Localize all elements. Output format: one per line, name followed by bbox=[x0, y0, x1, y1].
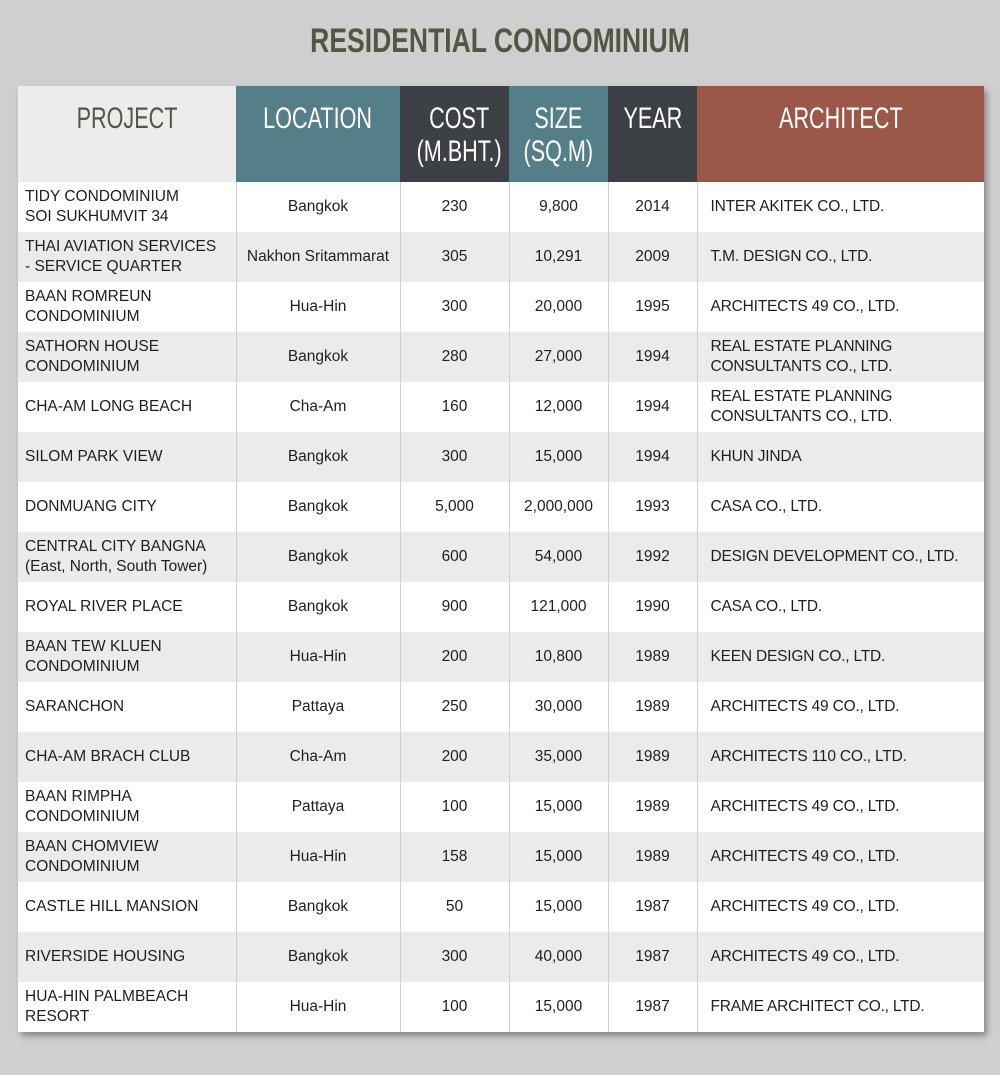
page-title: RESIDENTIAL CONDOMINIUM bbox=[310, 22, 690, 60]
header-cost bbox=[400, 86, 509, 182]
cell-project-line: CHA-AM BRACH CLUB bbox=[25, 748, 191, 765]
header-architect-label: ARCHITECT bbox=[778, 102, 903, 135]
cell-architect-line: CONSULTANTS CO., LTD. bbox=[710, 358, 893, 375]
cell-cost: 250 bbox=[400, 682, 509, 732]
cell-architect-line: ARCHITECTS 49 CO., LTD. bbox=[710, 898, 900, 915]
header-location-label: LOCATION bbox=[263, 102, 373, 135]
cell-project-line: TIDY CONDOMINIUM bbox=[25, 188, 179, 205]
cell-architect bbox=[697, 632, 984, 682]
cell-project-line: SARANCHON bbox=[25, 698, 125, 715]
cell-project bbox=[18, 332, 236, 382]
cell-architect bbox=[697, 282, 984, 332]
cell-architect-line: FRAME ARCHITECT CO., LTD. bbox=[710, 998, 925, 1015]
cell-project-line: - SERVICE QUARTER bbox=[25, 258, 183, 275]
cell-size: 27,000 bbox=[509, 332, 608, 382]
cell-size: 40,000 bbox=[509, 932, 608, 982]
cell-year: 1989 bbox=[608, 632, 697, 682]
cell-cost: 300 bbox=[400, 932, 509, 982]
table-row bbox=[18, 332, 984, 382]
cell-cost: 230 bbox=[400, 182, 509, 232]
cell-architect-line: INTER AKITEK CO., LTD. bbox=[710, 198, 885, 215]
cell-location: Nakhon Sritammarat bbox=[236, 232, 400, 282]
table-row bbox=[18, 232, 984, 282]
cell-size: 10,800 bbox=[509, 632, 608, 682]
cell-architect bbox=[697, 982, 984, 1032]
cell-location: Bangkok bbox=[236, 932, 400, 982]
cell-project-line: (East, North, South Tower) bbox=[25, 558, 208, 575]
table-row bbox=[18, 582, 984, 632]
cell-cost: 5,000 bbox=[400, 482, 509, 532]
cell-location: Pattaya bbox=[236, 782, 400, 832]
cell-architect-line: ARCHITECTS 49 CO., LTD. bbox=[710, 798, 900, 815]
cell-project-line: BAAN TEW KLUEN bbox=[25, 638, 162, 655]
cell-size: 10,291 bbox=[509, 232, 608, 282]
cell-project-line: DONMUANG CITY bbox=[25, 498, 157, 515]
cell-project bbox=[18, 182, 236, 232]
cell-location: Pattaya bbox=[236, 682, 400, 732]
cell-location: Bangkok bbox=[236, 882, 400, 932]
cell-project bbox=[18, 582, 236, 632]
header-row bbox=[18, 86, 984, 182]
cell-project bbox=[18, 982, 236, 1032]
cell-location: Hua-Hin bbox=[236, 832, 400, 882]
cell-architect bbox=[697, 932, 984, 982]
cell-size: 54,000 bbox=[509, 532, 608, 582]
cell-size: 15,000 bbox=[509, 782, 608, 832]
condominium-table-wrapper bbox=[18, 86, 984, 1032]
cell-project-line: SATHORN HOUSE bbox=[25, 338, 160, 355]
cell-project-line: RESORT bbox=[25, 1008, 90, 1025]
cell-year: 1989 bbox=[608, 732, 697, 782]
cell-project-line: THAI AVIATION SERVICES bbox=[25, 238, 217, 255]
cell-architect bbox=[697, 782, 984, 832]
cell-architect bbox=[697, 732, 984, 782]
cell-location: Bangkok bbox=[236, 182, 400, 232]
table-row bbox=[18, 282, 984, 332]
cell-architect bbox=[697, 832, 984, 882]
cell-year: 1989 bbox=[608, 682, 697, 732]
cell-project-line: SOI SUKHUMVIT 34 bbox=[25, 208, 169, 225]
cell-architect-line: ARCHITECTS 49 CO., LTD. bbox=[710, 848, 900, 865]
cell-architect-line: DESIGN DEVELOPMENT CO., LTD. bbox=[710, 548, 959, 565]
cell-project bbox=[18, 732, 236, 782]
cell-project bbox=[18, 282, 236, 332]
header-cost-unit: (M.BHT.) bbox=[416, 135, 502, 168]
cell-project-line: HUA-HIN PALMBEACH bbox=[25, 988, 189, 1005]
cell-project-line: CASTLE HILL MANSION bbox=[25, 898, 199, 915]
cell-project-line: CONDOMINIUM bbox=[25, 658, 140, 675]
cell-location: Cha-Am bbox=[236, 732, 400, 782]
cell-location: Bangkok bbox=[236, 432, 400, 482]
cell-architect-line: REAL ESTATE PLANNING bbox=[710, 338, 893, 355]
cell-cost: 305 bbox=[400, 232, 509, 282]
table-row bbox=[18, 782, 984, 832]
cell-architect-line: ARCHITECTS 49 CO., LTD. bbox=[710, 948, 900, 965]
cell-cost: 200 bbox=[400, 632, 509, 682]
cell-size: 35,000 bbox=[509, 732, 608, 782]
cell-project bbox=[18, 232, 236, 282]
cell-cost: 160 bbox=[400, 382, 509, 432]
header-year-label: YEAR bbox=[623, 102, 682, 135]
cell-project bbox=[18, 682, 236, 732]
header-architect bbox=[697, 86, 984, 182]
cell-cost: 158 bbox=[400, 832, 509, 882]
cell-cost: 100 bbox=[400, 782, 509, 832]
header-location bbox=[236, 86, 400, 182]
header-cost-label: COST bbox=[429, 102, 490, 135]
cell-architect bbox=[697, 182, 984, 232]
cell-year: 1987 bbox=[608, 932, 697, 982]
cell-project-line: BAAN CHOMVIEW bbox=[25, 838, 159, 855]
cell-project bbox=[18, 432, 236, 482]
cell-location: Hua-Hin bbox=[236, 632, 400, 682]
table-row bbox=[18, 732, 984, 782]
cell-year: 1994 bbox=[608, 332, 697, 382]
cell-size: 15,000 bbox=[509, 982, 608, 1032]
cell-year: 1989 bbox=[608, 832, 697, 882]
cell-architect bbox=[697, 682, 984, 732]
cell-cost: 300 bbox=[400, 282, 509, 332]
cell-year: 1993 bbox=[608, 482, 697, 532]
cell-location: Hua-Hin bbox=[236, 982, 400, 1032]
cell-project-line: BAAN RIMPHA bbox=[25, 788, 132, 805]
cell-architect-line: CONSULTANTS CO., LTD. bbox=[710, 408, 893, 425]
cell-project-line: RIVERSIDE HOUSING bbox=[25, 948, 186, 965]
header-year bbox=[608, 86, 697, 182]
cell-project bbox=[18, 932, 236, 982]
cell-architect-line: CASA CO., LTD. bbox=[710, 498, 822, 515]
cell-architect bbox=[697, 582, 984, 632]
cell-project-line: ROYAL RIVER PLACE bbox=[25, 598, 183, 615]
cell-project-line: CHA-AM LONG BEACH bbox=[25, 398, 193, 415]
cell-cost: 200 bbox=[400, 732, 509, 782]
cell-architect-line: KHUN JINDA bbox=[710, 448, 802, 465]
cell-cost: 280 bbox=[400, 332, 509, 382]
cell-size: 12,000 bbox=[509, 382, 608, 432]
cell-cost: 50 bbox=[400, 882, 509, 932]
cell-location: Bangkok bbox=[236, 582, 400, 632]
header-size-label: SIZE bbox=[534, 102, 583, 135]
cell-architect-line: REAL ESTATE PLANNING bbox=[710, 388, 893, 405]
cell-architect bbox=[697, 482, 984, 532]
cell-project bbox=[18, 382, 236, 432]
cell-size: 15,000 bbox=[509, 832, 608, 882]
cell-project bbox=[18, 782, 236, 832]
cell-location: Bangkok bbox=[236, 482, 400, 532]
cell-project-line: SILOM PARK VIEW bbox=[25, 448, 163, 465]
cell-architect bbox=[697, 432, 984, 482]
cell-year: 1994 bbox=[608, 432, 697, 482]
cell-architect bbox=[697, 332, 984, 382]
cell-architect bbox=[697, 882, 984, 932]
header-size bbox=[509, 86, 608, 182]
cell-year: 2014 bbox=[608, 182, 697, 232]
cell-size: 9,800 bbox=[509, 182, 608, 232]
cell-cost: 600 bbox=[400, 532, 509, 582]
table-body bbox=[18, 182, 984, 1032]
cell-year: 1990 bbox=[608, 582, 697, 632]
cell-architect-line: ARCHITECTS 49 CO., LTD. bbox=[710, 298, 900, 315]
header-project-label: PROJECT bbox=[76, 102, 178, 135]
header-size-unit: (SQ.M) bbox=[523, 135, 594, 168]
table-row bbox=[18, 982, 984, 1032]
cell-size: 15,000 bbox=[509, 882, 608, 932]
table-row bbox=[18, 932, 984, 982]
table-row bbox=[18, 832, 984, 882]
cell-location: Bangkok bbox=[236, 332, 400, 382]
cell-size: 20,000 bbox=[509, 282, 608, 332]
cell-year: 1989 bbox=[608, 782, 697, 832]
cell-size: 30,000 bbox=[509, 682, 608, 732]
cell-location: Hua-Hin bbox=[236, 282, 400, 332]
cell-project bbox=[18, 532, 236, 582]
cell-architect-line: KEEN DESIGN CO., LTD. bbox=[710, 648, 886, 665]
cell-year: 1987 bbox=[608, 882, 697, 932]
table-row bbox=[18, 382, 984, 432]
condominium-table bbox=[18, 86, 984, 1032]
cell-location: Bangkok bbox=[236, 532, 400, 582]
cell-architect bbox=[697, 382, 984, 432]
cell-location: Cha-Am bbox=[236, 382, 400, 432]
cell-architect-line: CASA CO., LTD. bbox=[710, 598, 822, 615]
cell-year: 1995 bbox=[608, 282, 697, 332]
cell-project bbox=[18, 632, 236, 682]
cell-project-line: CENTRAL CITY BANGNA bbox=[25, 538, 206, 555]
cell-cost: 300 bbox=[400, 432, 509, 482]
table-row bbox=[18, 482, 984, 532]
cell-project bbox=[18, 832, 236, 882]
cell-size: 121,000 bbox=[509, 582, 608, 632]
cell-cost: 900 bbox=[400, 582, 509, 632]
cell-architect bbox=[697, 532, 984, 582]
table-row bbox=[18, 532, 984, 582]
table-row bbox=[18, 682, 984, 732]
cell-project bbox=[18, 882, 236, 932]
cell-year: 2009 bbox=[608, 232, 697, 282]
table-row bbox=[18, 882, 984, 932]
cell-year: 1987 bbox=[608, 982, 697, 1032]
cell-year: 1992 bbox=[608, 532, 697, 582]
cell-architect-line: ARCHITECTS 49 CO., LTD. bbox=[710, 698, 900, 715]
table-row bbox=[18, 182, 984, 232]
cell-architect bbox=[697, 232, 984, 282]
cell-size: 2,000,000 bbox=[509, 482, 608, 532]
cell-cost: 100 bbox=[400, 982, 509, 1032]
cell-project-line: CONDOMINIUM bbox=[25, 358, 140, 375]
cell-project-line: CONDOMINIUM bbox=[25, 808, 140, 825]
cell-size: 15,000 bbox=[509, 432, 608, 482]
table-row bbox=[18, 632, 984, 682]
cell-project-line: CONDOMINIUM bbox=[25, 308, 140, 325]
cell-architect-line: T.M. DESIGN CO., LTD. bbox=[710, 248, 873, 265]
table-row bbox=[18, 432, 984, 482]
header-project bbox=[18, 86, 236, 182]
cell-architect-line: ARCHITECTS 110 CO., LTD. bbox=[710, 748, 907, 765]
cell-project bbox=[18, 482, 236, 532]
cell-project-line: CONDOMINIUM bbox=[25, 858, 140, 875]
cell-year: 1994 bbox=[608, 382, 697, 432]
cell-project-line: BAAN ROMREUN bbox=[25, 288, 152, 305]
